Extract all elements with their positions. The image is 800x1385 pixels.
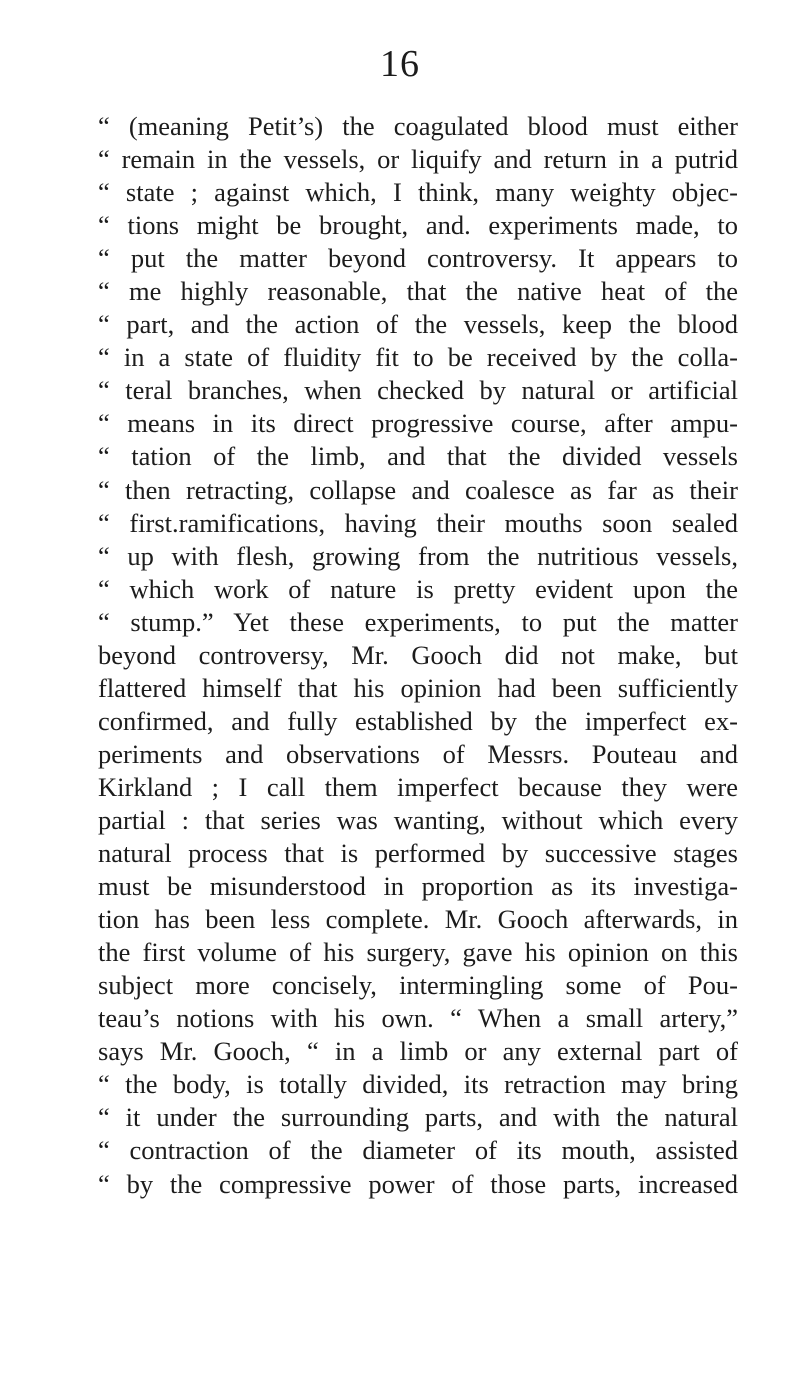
text-line: “ contraction of the diameter of its mouth, assisted (98, 1135, 738, 1166)
text-line: “ by the compressive power of those parts, increased (98, 1168, 738, 1199)
text-line: “ put the matter beyond controversy. It appears to (98, 243, 738, 274)
text-line: “ up with flesh, growing from the nutritious vessels, (98, 540, 738, 571)
text-line: “ state ; against which, I think, many weighty objec- (98, 177, 738, 208)
text-line: “ in a state of fluidity fit to be received by the colla- (98, 342, 738, 373)
text-line: “ the body, is totally divided, its retraction may bring (98, 1069, 738, 1100)
body-text (98, 110, 738, 1201)
text-line: “ stump.” Yet these experiments, to put the matter (98, 606, 738, 637)
text-line: Kirkland ; I call them imperfect because they were (98, 771, 738, 802)
text-line: “ teral branches, when checked by natural or artificial (98, 375, 738, 406)
text-line: “ means in its direct progressive course, after ampu- (98, 408, 738, 439)
text-line: the first volume of his surgery, gave his opinion on this (98, 937, 738, 968)
text-line: “ it under the surrounding parts, and with the natural (98, 1102, 738, 1133)
page-number: 16 (380, 43, 420, 85)
text-line: confirmed, and fully established by the imperfect ex- (98, 705, 738, 736)
text-line: says Mr. Gooch, “ in a limb or any external part of (98, 1036, 738, 1067)
text-line: periments and observations of Messrs. Pouteau and (98, 738, 738, 769)
text-line: “ tions might be brought, and. experiments made, to (98, 210, 738, 241)
text-line: natural process that is performed by successive stages (98, 838, 738, 869)
text-line: “ then retracting, collapse and coalesce as far as their (98, 474, 738, 505)
text-line: partial : that series was wanting, without which every (98, 804, 738, 835)
text-line: “ which work of nature is pretty evident upon the (98, 573, 738, 604)
text-line: “ remain in the vessels, or liquify and return in a putrid (98, 144, 738, 175)
text-line: “ tation of the limb, and that the divided vessels (98, 441, 738, 472)
text-line: “ me highly reasonable, that the native heat of the (98, 276, 738, 307)
text-line: flattered himself that his opinion had been sufficiently (98, 672, 738, 703)
text-line: tion has been less complete. Mr. Gooch afterwards, in (98, 904, 738, 935)
text-line: beyond controversy, Mr. Gooch did not make, but (98, 639, 738, 670)
text-line: subject more concisely, intermingling some of Pou- (98, 970, 738, 1001)
text-line: must be misunderstood in proportion as its investiga- (98, 871, 738, 902)
text-line: teau’s notions with his own. “ When a small artery,” (98, 1003, 738, 1034)
text-line: “ (meaning Petit’s) the coagulated blood must either (98, 111, 738, 141)
text-line: “ part, and the action of the vessels, keep the blood (98, 309, 738, 340)
text-line: “ first.ramifications, having their mouths soon sealed (98, 507, 738, 538)
